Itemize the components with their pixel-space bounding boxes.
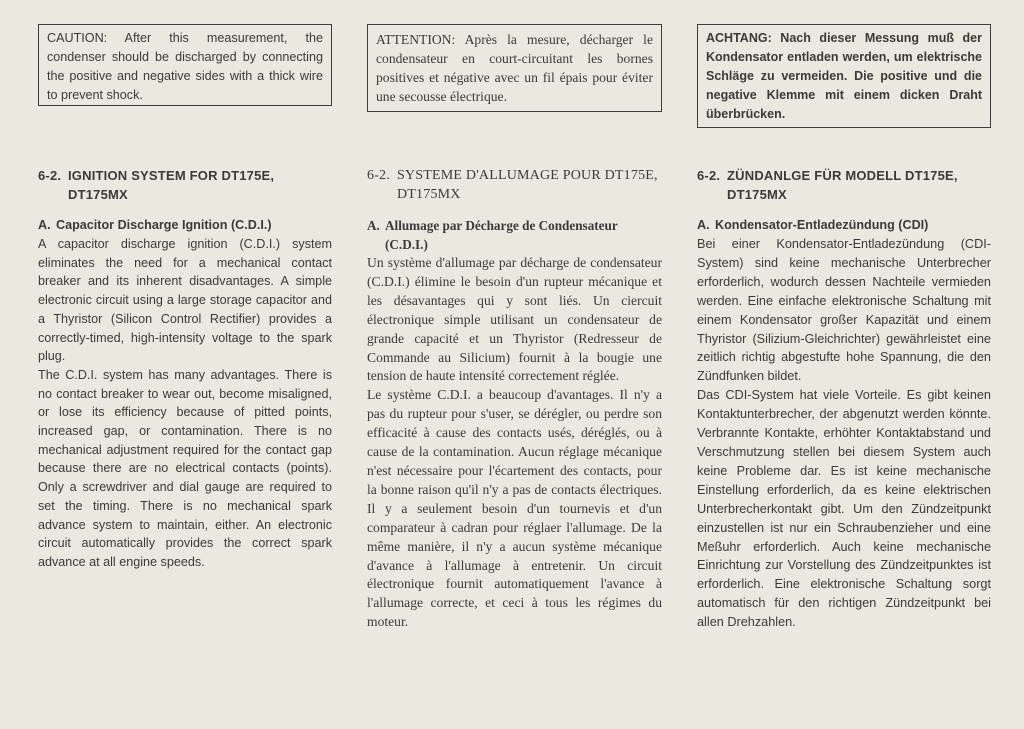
body-paragraph: Le système C.D.I. a beaucoup d'avantages. Il n'y a pas du rupteur pour s'user, se dérégler, ou perdre son efficacité à cause des contacts usés, déréglés, ou à cause de la contamination. Aucun réglage mécanique n'est nécessaire pour l'écartement des contacts, pour la bonne raison qu'il n'y a pas de contacts électriques. Il y a seulement besoin d'un tournevis et d'un comparateur à cadran pour réglaer l'allumage. De la même manière, il n'y a aucun système mécanique d'avance à l'allumage à entretenir. Un circuit électronique fournit automatiquement l'avance à l'allumage correcte, et ceci à tous les régimes du moteur. [367,387,662,630]
section-number: 6-2. [367,168,390,183]
section-heading [38,166,332,204]
section-number: 6-2. [38,168,62,183]
subsection-letter: A. [38,218,51,232]
subsection-heading [367,216,662,254]
subsection-title: Capacitor Discharge Ignition (C.D.I.) [56,218,272,232]
subsection-letter: A. [367,218,380,233]
section-heading [697,166,991,204]
section-title: SYSTEME D'ALLUMAGE POUR DT175E, DT175MX [397,168,658,202]
caution-box: ACHTANG: Nach dieser Messung muß der Kondensator entladen werden, um elektrische Schläge zu vermeiden. Die positive und die negative Klemme mit einem dicken Draht überbrücken. [697,24,991,128]
body-paragraph: Das CDI-System hat viele Vorteile. Es gibt keinen Kontaktunterbrecher, der abgenutzt werden könnte. Verbrannte Kontakte, erhöhter Kontaktabstand und Verschmutzung stellen bei diesem System auch keine Probleme dar. Es ist keine mechanische Einstellung erforderlich, da es keine elektrischen Unterbrecherkontakt gibt. Um den Zündzeitpunkt einzustellen ist nur ein Schraubenzieher und eine Meßuhr erforderlich. Auch keine mechanische Einrichtung zur Vorstellung des Zündzeitpunktes ist erforderlich. Eine elektronische Schaltung sorgt automatisch für den richtigen Zündzeitpunkt bei allen Drehzahlen. [697,388,991,630]
section-heading [367,166,662,204]
subsection-heading [38,216,332,235]
body-paragraph: The C.D.I. system has many advantages. There is no contact breaker to wear out, become misaligned, or lose its efficiency because of pitted points, increased gap, or contamination. There is no mechanical adjustment required for the contact gap because there are no electrical contacts (points). Only a screwdriver and dial gauge are required to set the timing. There is no mechanical spark advance system to maintain, either. An electronic circuit automatically provides the correct spark advance at all engine speeds. [38,367,332,569]
section [38,166,332,572]
body-paragraph: Bei einer Kondensator-Entladezündung (CDI-System) sind keine mechanische Unterbrecher erforderlich, wodurch dessen Nachteile vermieden werden. Eine einfache elektronische Schaltung mit einem Kondensator großer Kapazität und einem Thyristor (Silizium-Gleichrichter) gewährleistet eine zeitlich richtig abgestufte hohe Spannung, die den Zündfunken bildet. [697,237,991,384]
subsection-title: Kondensator-Entladezündung (CDI) [715,218,929,232]
section-number: 6-2. [697,168,721,183]
subsection-letter: A. [697,218,710,232]
subsection-title: Allumage par Décharge de Condensateur (C.D.I.) [385,218,618,252]
section-title: ZÜNDANLGE FÜR MODELL DT175E, DT175MX [727,168,958,202]
caution-box: CAUTION: After this measurement, the condenser should be discharged by connecting the positive and negative sides with a thick wire to prevent shock. [38,24,332,106]
body-paragraph: A capacitor discharge ignition (C.D.I.) system eliminates the need for a mechanical contact breaker and its inherent disadvantages. A simple electronic circuit using a large storage capacitor and a Thyristor (Silicon Control Rectifier) provides a correctly-timed, high-intensity voltage to the spark plug. [38,237,332,364]
section [697,166,991,632]
caution-box: ATTENTION: Après la mesure, décharger le condensateur en court-circuitant les bornes positives et négative avec un fil épais pour éviter une secousse électrique. [367,24,662,112]
body-paragraph: Un système d'allumage par décharge de condensateur (C.D.I.) élimine le besoin d'un rupteur mécanique et les désavantages qui y sont liés. Un ciercuit électronique simple utilisant un condensateur de grande capacité et un Thyristor (Redresseur de Commande au Silicium) fournit à la bougie une tension de haute intensité correctement réglée. [367,255,662,384]
section [367,166,662,632]
subsection-heading [697,216,991,235]
section-title: IGNITION SYSTEM FOR DT175E, DT175MX [68,168,275,202]
